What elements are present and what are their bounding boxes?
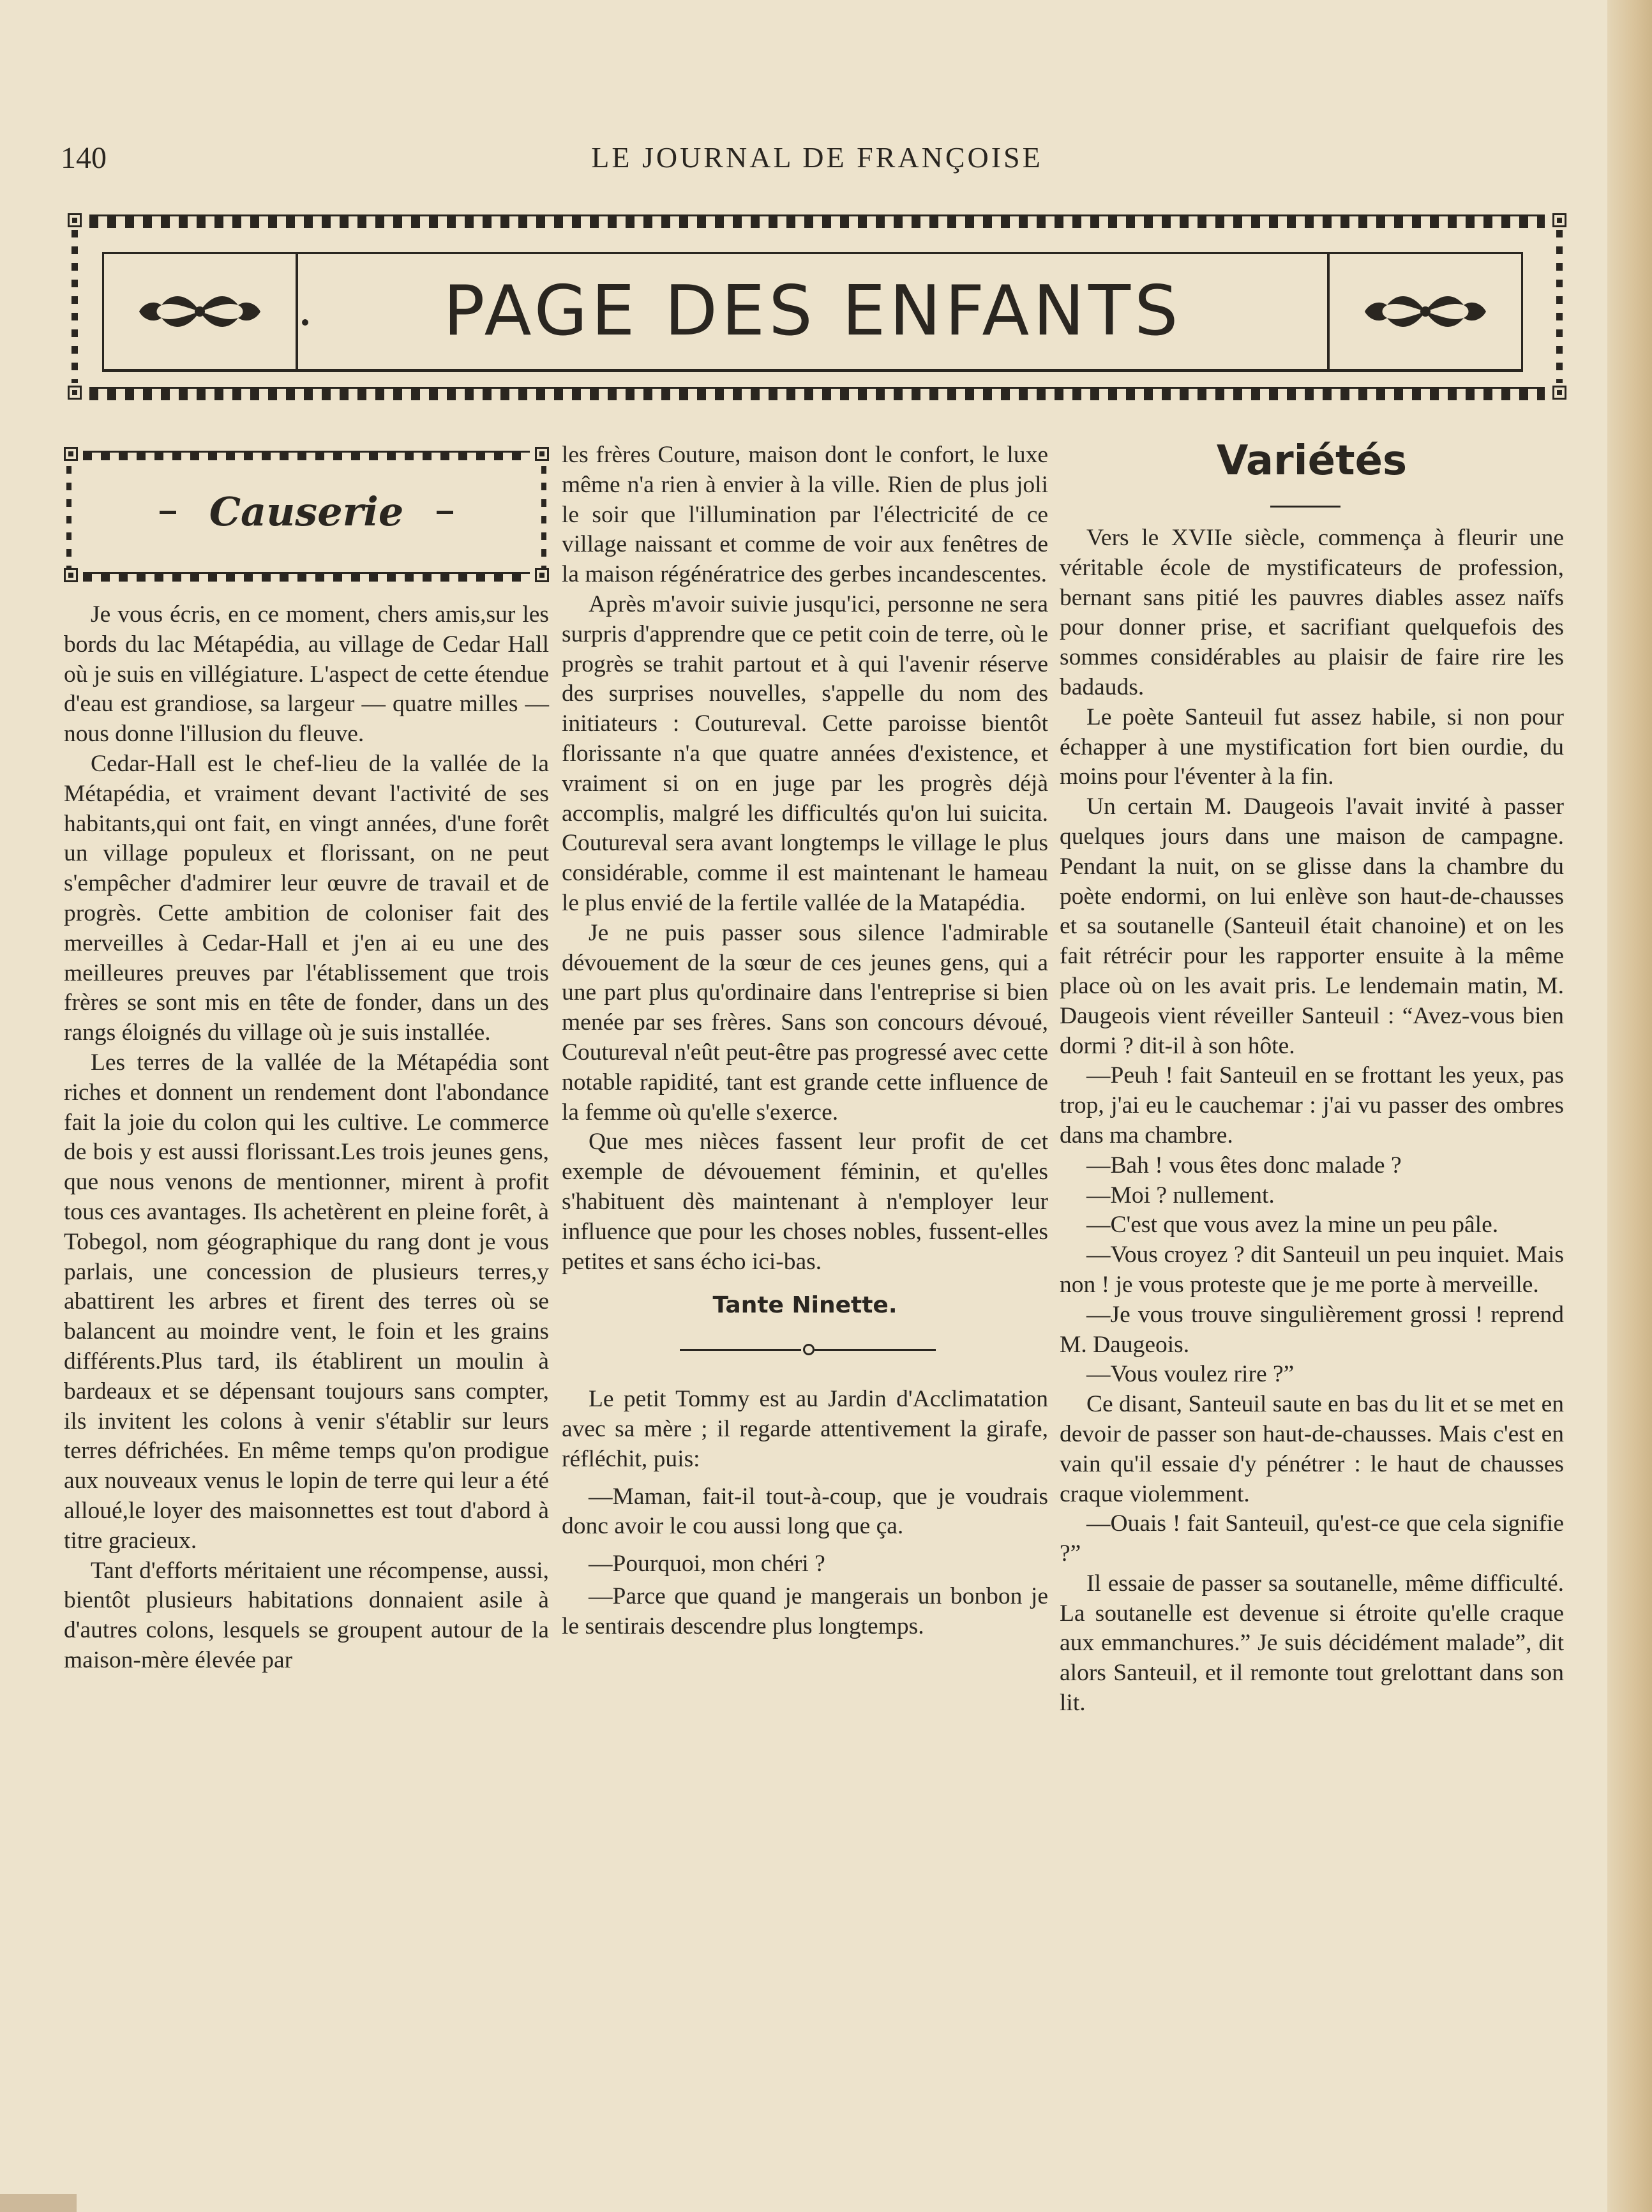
column-left — [64, 600, 549, 1676]
banner-divider-left — [296, 254, 298, 369]
causerie-paragraph: Après m'avoir suivie jusqu'ici, personne ne sera surpris d'apprendre que ce petit coin de terre, où le progrès se trahit partout et à qui l'avenir réserve des surprises nouvelles, s'appelle du nom des initiateurs : Coutureval. Cette paroisse bientôt florissante n'a que quatre années d'existence, et vraiment si on en juge par les progrès déjà accomplis, malgré les difficultés qu'on lui suicita. Coutureval sera avant longtemps le village le plus considérable, comme il est maintenant le hameau le plus envié de la fertile vallée de la Matapédia. — [562, 591, 1048, 916]
chain-border-top — [83, 451, 530, 460]
varietes-paragraph: Ce disant, Santeuil saute en bas du lit et se met en devoir de passer son haut-de-chausses. Mais c'est en vain qu'il essaie d'y pénétrer : le haut de chausses craque violemment. — [1060, 1391, 1564, 1507]
causerie-paragraph: Les terres de la vallée de la Métapédia sont riches et donnent un rendement dont l'abondance fait la joie du colon qui les cultive. Le commerce de bois y est aussi florissant.Les trois jeunes gens, que nous venons de mentionner, mirent à profit tous ces avantages. Ils achetèrent en pleine forêt, à Tobegol, nom géographique du rang dont je vous parlais, une concession de plusieurs terres,y abattirent les arbres et firent des terres où se balancent au moindre vent, le foin et les grains différents.Plus tard, ils établirent un moulin à bardeaux et se dépensant toujours sans compter, ils invitent les colons à venir s'établir sur leurs terres défrichées. En même temps qu'on prodigue aux nouveaux venus le lopin de terre qui leur a été alloué,le loyer des maisonnettes est tout d'abord à titre gracieux. — [64, 1049, 549, 1554]
corner-ornament-icon — [64, 568, 78, 582]
causerie-paragraph: Tant d'efforts méritaient une récompense, aussi, bientôt plusieurs habitations donnaient asile à d'autres colons, lesquels se groupent autour de la maison-mère élevée par — [64, 1557, 549, 1673]
varietes-paragraph: Il essaie de passer sa soutanelle, même difficulté. La soutanelle est devenue si étroite qu'elle craque aux emmanchures.” Je suis décidément malade”, dit alors Santeuil, et il remonte tout grelottant dans son lit. — [1060, 1570, 1564, 1717]
causerie-paragraph: les frères Couture, maison dont le confort, le luxe même n'a rien à envier à la ville. Rien de plus joli le soir que l'illumination par l'électricité de ce village naissant et comme de voir aux fenêtres de la maison régénératrice des gerbes incandescentes. — [562, 442, 1048, 588]
corner-ornament-icon — [535, 568, 549, 582]
corner-ornament-icon — [68, 213, 82, 227]
running-header — [61, 134, 1573, 179]
page-number: 140 — [61, 141, 107, 175]
varietes-paragraph: Le poète Santeuil fut assez habile, si non pour échapper à une mystification fort bien ourdie, du moins pour l'éventer à la fin. — [1060, 703, 1564, 790]
journal-title: LE JOURNAL DE FRANÇOISE — [591, 141, 1043, 174]
varietes-paragraph: —Ouais ! fait Santeuil, qu'est-ce que cela signifie ?” — [1060, 1510, 1564, 1567]
causerie-paragraph: Je vous écris, en ce moment, chers amis,sur les bords du lac Métapédia, au village de Cedar Hall où je suis en villégiature. L'aspect de cette étendue d'eau est grandiose, sa largeur — quatre milles — nous donne l'illusion du fleuve. — [64, 601, 549, 748]
corner-ornament-icon — [64, 447, 78, 461]
varietes-paragraph: —Je vous trouve singulièrement grossi ! reprend M. Daugeois. — [1060, 1301, 1564, 1358]
varietes-title: Variétés — [1216, 437, 1408, 485]
banner-title: PAGE DES ENFANTS — [443, 271, 1182, 351]
banner-dot — [302, 319, 308, 326]
chain-border-bottom — [83, 572, 530, 582]
section-divider — [562, 1334, 1048, 1366]
varietes-paragraph: —Vous voulez rire ?” — [1086, 1361, 1295, 1388]
tommy-paragraph: Le petit Tommy est au Jardin d'Acclimatation avec sa mère ; il regarde attentivement la girafe, réfléchit, puis: — [562, 1386, 1048, 1472]
banner-frame — [102, 252, 1523, 372]
varietes-paragraph: —Vous croyez ? dit Santeuil un peu inquiet. Mais non ! je vous proteste que je me porte à merveille. — [1060, 1242, 1564, 1298]
tommy-paragraph: —Pourquoi, mon chéri ? — [589, 1551, 825, 1577]
varietes-paragraph: —Bah ! vous êtes donc malade ? — [1086, 1152, 1402, 1178]
causerie-title: Causerie — [209, 488, 404, 535]
causerie-paragraph: Je ne puis passer sous silence l'admirable dévouement de la sœur de ces jeunes gens, qui a une part plus qu'ordinaire dans l'entreprise si bien menée par ses frères. Sans son concours dévoué, Coutureval n'eût peut-être pas progressé avec cette notable rapidité, tant est grande cette influence de la femme où qu'elle s'exerce. — [562, 919, 1048, 1125]
causerie-signature: Tante Ninette. — [712, 1292, 897, 1319]
divider-ring-icon — [803, 1344, 815, 1355]
column-right — [1060, 523, 1564, 1719]
page-banner — [64, 211, 1570, 402]
page-edge-bottom — [0, 2194, 77, 2212]
leaf-ornament-icon — [1362, 286, 1489, 337]
varietes-paragraph: Un certain M. Daugeois l'avait invité à passer quelques jours dans une maison de campagne. Pendant la nuit, on se glisse dans la chambre du poète endormi, on lui enlève son haut-de-chausses et sa soutanelle (Santeuil était chanoine) et on les fait rétrécir pour les rapporter ensuite à la même place où on les avait pris. Le lendemain matin, M. Daugeois vient réveiller Santeuil : “Avez-vous bien dormi ? dit-il à son hôte. — [1060, 794, 1564, 1059]
leaf-ornament-icon — [136, 286, 264, 337]
corner-ornament-icon — [1552, 213, 1566, 227]
varietes-paragraph: —C'est que vous avez la mine un peu pâle. — [1086, 1212, 1499, 1238]
causerie-paragraph: Cedar-Hall est le chef-lieu de la vallée de la Métapédia, et vraiment devant l'activité de ses habitants,qui ont fait, en vingt années, d'une forêt un village populeux et florissant, on ne peut s'empêcher d'admirer leur œuvre de travail et de progrès. Cette ambition de coloniser fait des merveilles à Cedar-Hall et j'en ai eu une des meilleures preuves par l'établissement que trois frères se sont mis en tête de fonder, dans un des rangs éloignés du village où je suis installée. — [64, 750, 549, 1046]
tommy-paragraph: —Parce que quand je mangerais un bonbon je le sentirais descendre plus longtemps. — [562, 1583, 1048, 1639]
causerie-paragraph: Que mes nièces fassent leur profit de cet exemple de dévouement féminin, et qu'elles s'habituent dès maintenant à n'employer leur influence que pour les choses nobles, fussent-elles petites et sans écho ici-bas. — [562, 1129, 1048, 1275]
corner-ornament-icon — [1552, 386, 1566, 400]
corner-ornament-icon — [535, 447, 549, 461]
varietes-rule — [1270, 506, 1340, 508]
varietes-paragraph: —Moi ? nullement. — [1086, 1182, 1275, 1208]
causerie-heading-box — [64, 447, 549, 584]
chain-border-top — [89, 214, 1545, 228]
banner-divider-right — [1327, 254, 1330, 369]
varietes-paragraph: Vers le XVIIe siècle, commença à fleurir une véritable école de mystificateurs de profession, bernant sans pitié les pauvres diables assez naïfs pour donner prise, et sacrifiant quelquefois des sommes considérables au plaisir de faire rire les badauds. — [1060, 525, 1564, 700]
page-edge — [1607, 0, 1652, 2212]
chain-border-left — [71, 230, 78, 383]
varietes-paragraph: —Peuh ! fait Santeuil en se frottant les yeux, pas trop, j'ai eu le cauchemar : j'ai vu passer des ombres dans ma chambre. — [1060, 1062, 1564, 1148]
chain-border-bottom — [89, 387, 1545, 400]
chain-border-right — [1556, 230, 1563, 383]
tommy-paragraph: —Maman, fait-il tout-à-coup, que je voudrais donc avoir le cou aussi long que ça. — [562, 1483, 1048, 1540]
column-middle — [562, 440, 1048, 1641]
corner-ornament-icon — [68, 386, 82, 400]
